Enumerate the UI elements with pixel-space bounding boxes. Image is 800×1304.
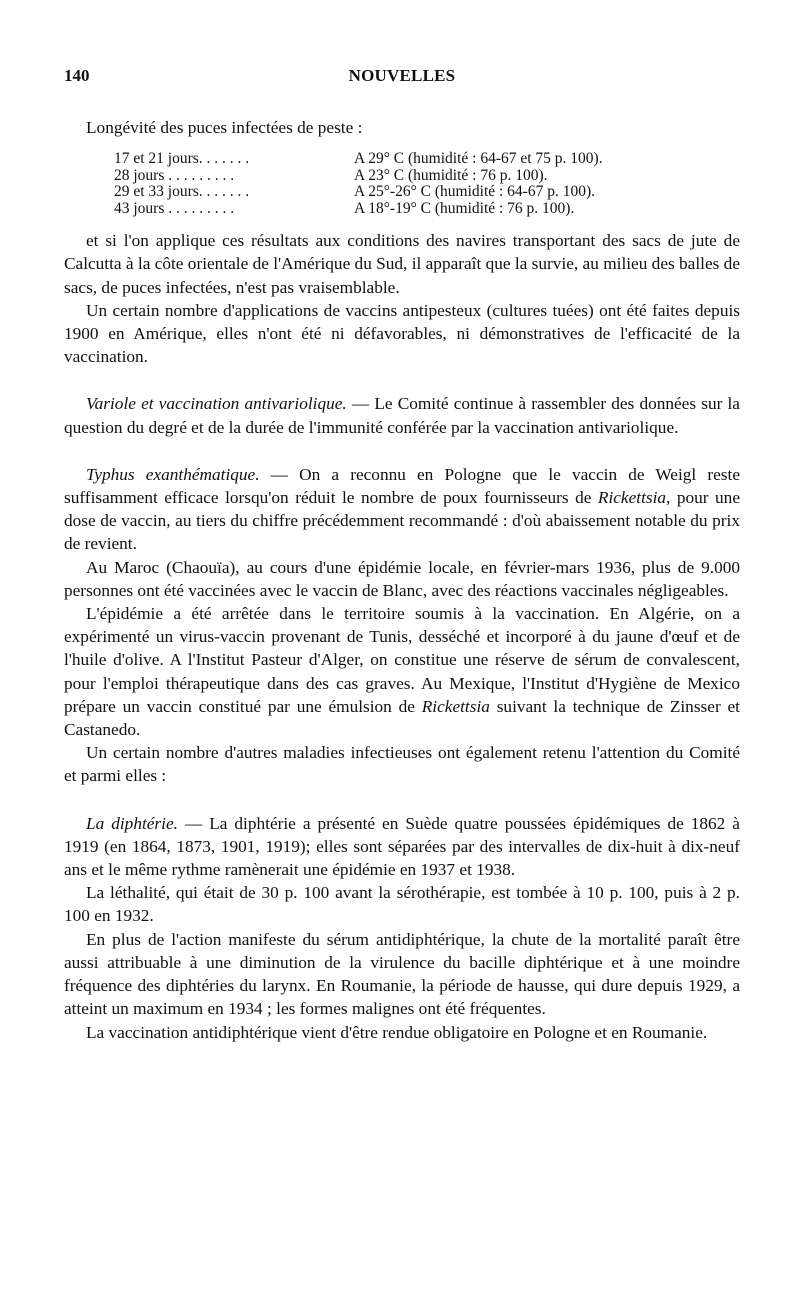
algeria-mexico-paragraph bbox=[64, 602, 740, 741]
typhus-paragraph bbox=[64, 463, 740, 556]
running-title: NOUVELLES bbox=[348, 66, 456, 85]
lethality-paragraph: La léthalité, qui était de 30 p. 100 avant la sérothérapie, est tombée à 10 p. 100, puis à 2 p. 100 en 1932. bbox=[64, 883, 740, 926]
diphterie-paragraph bbox=[64, 812, 740, 882]
diphterie-text: — La diphtérie a présenté en Suède quatre poussées épidémiques de 1862 à 1919 (en 1864, 1873, 1901, 1919); elles sont séparées par des intervalles de dix-huit à dix-neuf ans et le même rythme ramènerait une épidémie en 1937 et 1938. bbox=[64, 813, 740, 880]
article-body bbox=[64, 116, 740, 1044]
table-row bbox=[114, 151, 603, 168]
page-header bbox=[64, 66, 740, 90]
variole-paragraph bbox=[64, 392, 740, 438]
variole-section-title: Variole et vaccination antivariolique. bbox=[86, 394, 347, 414]
flea-longevity-table bbox=[114, 151, 603, 217]
algeria-text-b: suivant la technique de Zinsser et Castanedo. bbox=[64, 696, 740, 740]
typhus-text-b: , pour une dose de vaccin, au tiers du chiffre précédemment recommandé : d'où abaissement notable du prix de revient. bbox=[64, 488, 740, 554]
table-row bbox=[114, 168, 603, 185]
days-cell: 17 et 21 jours. . . . . . . bbox=[114, 150, 250, 168]
days-cell: 43 jours . . . . . . . . . bbox=[114, 199, 235, 217]
days-cell: 29 et 33 jours. . . . . . . bbox=[114, 183, 250, 201]
table-row bbox=[114, 201, 603, 218]
morocco-paragraph: Au Maroc (Chaouïa), au cours d'une épidémie locale, en février-mars 1936, plus de 9.000 personnes ont été vaccinées avec le vaccin de Blanc, avec des réactions vaccinales négligeables. bbox=[64, 557, 740, 600]
plague-vaccine-paragraph: Un certain nombre d'applications de vaccins antipesteux (cultures tuées) ont été faites depuis 1900 en Amérique, elles n'ont été ni défavorables, ni démonstratives de l'efficacité de la vaccination. bbox=[64, 300, 740, 367]
conditions-cell: A 29° C (humidité : 64-67 et 75 p. 100). bbox=[354, 150, 603, 168]
variole-text: — Le Comité continue à rassembler des données sur la question du degré et de la durée de l'immunité conférée par la vaccination antivariolique. bbox=[64, 394, 740, 437]
rickettsia-term: Rickettsia bbox=[421, 696, 490, 716]
conditions-cell: A 25°-26° C (humidité : 64-67 p. 100). bbox=[354, 183, 596, 201]
other-diseases-paragraph: Un certain nombre d'autres maladies infectieuses ont également retenu l'attention du Comité et parmi elles : bbox=[64, 743, 740, 786]
diphterie-section-title: La diphtérie. bbox=[86, 813, 178, 833]
serum-paragraph: En plus de l'action manifeste du sérum antidiphtérique, la chute de la mortalité paraît être aussi attribuable à une diminution de la virulence du bacille diphtérique et à une moindre fréquence des diphtéries du larynx. En Roumanie, la période de hausse, qui dure depuis 1929, a atteint un maximum en 1934 ; les formes malignes ont été fréquentes. bbox=[64, 929, 740, 1019]
vaccination-mandatory-paragraph: La vaccination antidiphtérique vient d'être rendue obligatoire en Pologne et en Roumanie. bbox=[86, 1022, 708, 1042]
flea-longevity-intro: Longévité des puces infectées de peste : bbox=[86, 118, 363, 137]
typhus-text-a: — On a reconnu en Pologne que le vaccin de Weigl reste suffisamment efficace lorsqu'on réduit le nombre de poux fournisseurs de bbox=[64, 464, 740, 508]
table-row bbox=[114, 184, 603, 201]
days-cell: 28 jours . . . . . . . . . bbox=[114, 166, 235, 184]
conditions-cell: A 23° C (humidité : 76 p. 100). bbox=[354, 166, 548, 184]
algeria-text-a: L'épidémie a été arrêtée dans le territoire soumis à la vaccination. En Algérie, on a expérimenté un virus-vaccin provenant de Tunis, desséché et incorporé à du jaune d'œuf et de l'huile d'olive. A l'Institut Pasteur d'Alger, on constitue une réserve de sérum de convalescent, pour l'emploi thérapeutique dans des cas graves. Au Mexique, l'Institut d'Hygiène de Mexico prépare un vaccin constitué par une émulsion de bbox=[64, 604, 740, 716]
typhus-section-title: Typhus exanthématique. bbox=[86, 464, 260, 484]
plague-paragraph: et si l'on applique ces résultats aux conditions des navires transportant des sacs de jute de Calcutta à la côte orientale de l'Amérique du Sud, il apparaît que la survie, au milieu des balles de sacs, de puces infectées, n'est pas vraisemblable. bbox=[64, 231, 740, 297]
rickettsia-term: Rickettsia bbox=[597, 488, 667, 508]
page-number: 140 bbox=[64, 66, 90, 85]
conditions-cell: A 18°-19° C (humidité : 76 p. 100). bbox=[354, 199, 575, 217]
